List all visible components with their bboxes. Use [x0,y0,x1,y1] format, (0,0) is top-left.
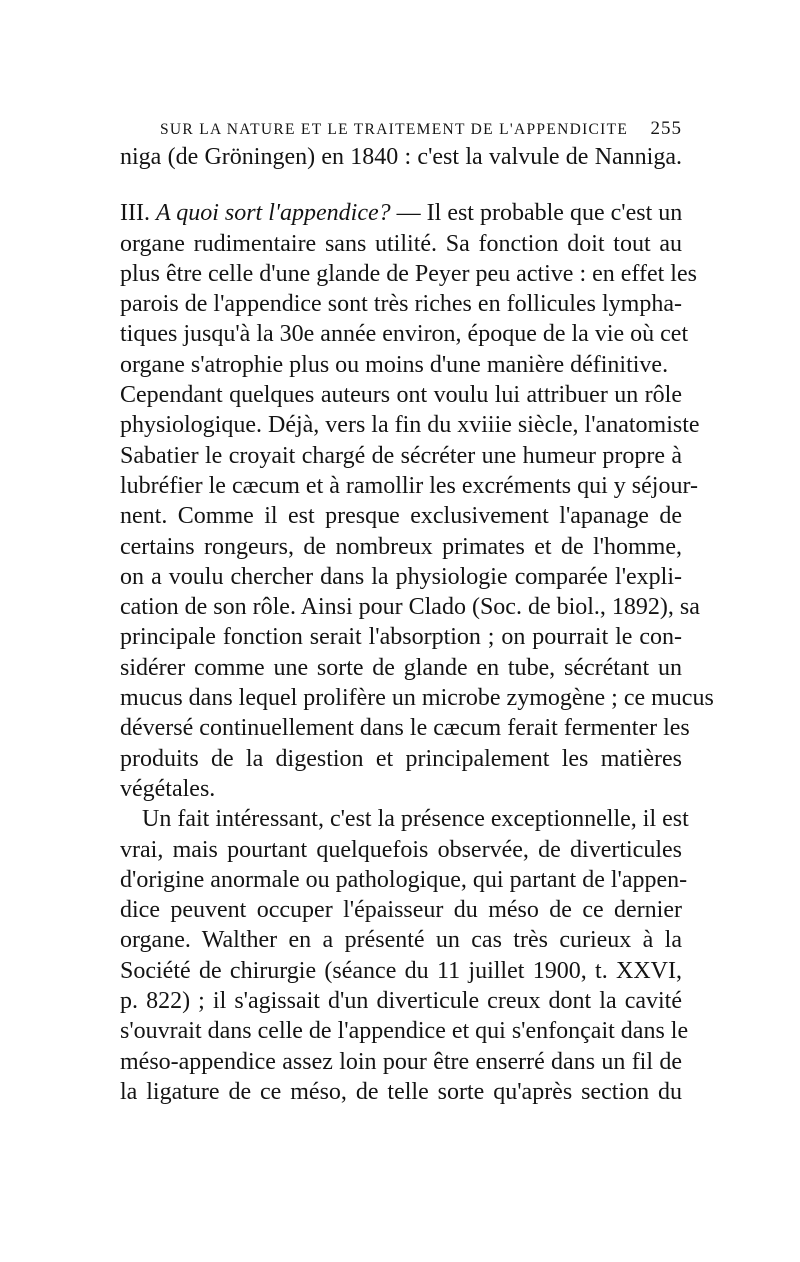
body-text [120,142,714,1107]
running-head [160,118,682,140]
text-line: plus être celle d'une glande de Peyer peu active : en effet les [120,260,697,287]
text-line: niga (de Gröningen) en 1840 : c'est la valvule de Nanniga. [120,144,682,170]
text-line: tiques jusqu'à la 30e année environ, époque de la vie où cet [120,321,689,348]
text-line: dice peuvent occuper l'épaisseur du méso de ce dernier [120,897,682,924]
text-line: certains rongeurs, de nombreux primates et de l'homme, [120,533,682,560]
section-number: III. [120,200,156,227]
text-line: végétales. [120,775,216,802]
text-line: la ligature de ce méso, de telle sorte qu'après section du [120,1078,682,1105]
text-line: Sabatier le croyait chargé de sécréter une humeur propre à [120,442,682,469]
text-line: cation de son rôle. Ainsi pour Clado (Soc. de biol., 1892), sa [120,594,700,621]
paragraph-diverticules [120,804,689,1107]
text-line: lubréfier le cæcum et à ramollir les excréments qui y séjour- [120,472,698,499]
text-line: déversé continuellement dans le cæcum ferait fermenter les [120,715,690,742]
text-line: produits de la digestion et principalement les matières [120,745,682,772]
paragraph-gap [120,172,682,198]
text-line: organe s'atrophie plus ou moins d'une manière définitive. [120,351,669,378]
text-line: physiologique. Déjà, vers la fin du xviiie siècle, l'anatomiste [120,412,700,439]
text-line: principale fonction serait l'absorption ; on pourrait le con- [120,624,682,651]
text-line: mucus dans lequel prolifère un microbe zymogène ; ce mucus [120,685,714,712]
paragraph-section-iii [120,198,714,804]
text-line: Un fait intéressant, c'est la présence exceptionnelle, il est [142,806,689,833]
text-line: vrai, mais pourtant quelquefois observée, de diverticules [120,836,682,863]
text-line: nent. Comme il est presque exclusivement l'apanage de [120,503,682,530]
text-line: p. 822) ; il s'agissait d'un diverticule creux dont la cavité [120,988,682,1015]
text-line: d'origine anormale ou pathologique, qui partant de l'appen- [120,866,688,893]
text-segment: — Il est probable que c'est un [390,200,683,227]
text-line: s'ouvrait dans celle de l'appendice et qui s'enfonçait dans le [120,1018,689,1045]
paragraph-continuation [120,142,682,172]
text-line: méso-appendice assez loin pour être enserré dans un fil de [120,1048,682,1075]
page-number: 255 [650,118,682,139]
text-line: Société de chirurgie (séance du 11 juillet 1900, t. XXVI, [120,957,682,984]
section-question: A quoi sort l'appendice? [155,200,391,227]
text-line: on a voulu chercher dans la physiologie comparée l'expli- [120,563,682,590]
text-line: organe. Walther en a présenté un cas très curieux à la [120,927,682,954]
running-head-title: SUR LA NATURE ET LE TRAITEMENT DE L'APPENDICITE [160,121,629,138]
text-line [120,198,682,228]
text-line: sidérer comme une sorte de glande en tube, sécrétant un [120,654,682,681]
text-line: parois de l'appendice sont très riches en follicules lympha- [120,291,682,318]
text-line: organe rudimentaire sans utilité. Sa fonction doit tout au [120,230,682,257]
text-line: Cependant quelques auteurs ont voulu lui attribuer un rôle [120,382,682,409]
